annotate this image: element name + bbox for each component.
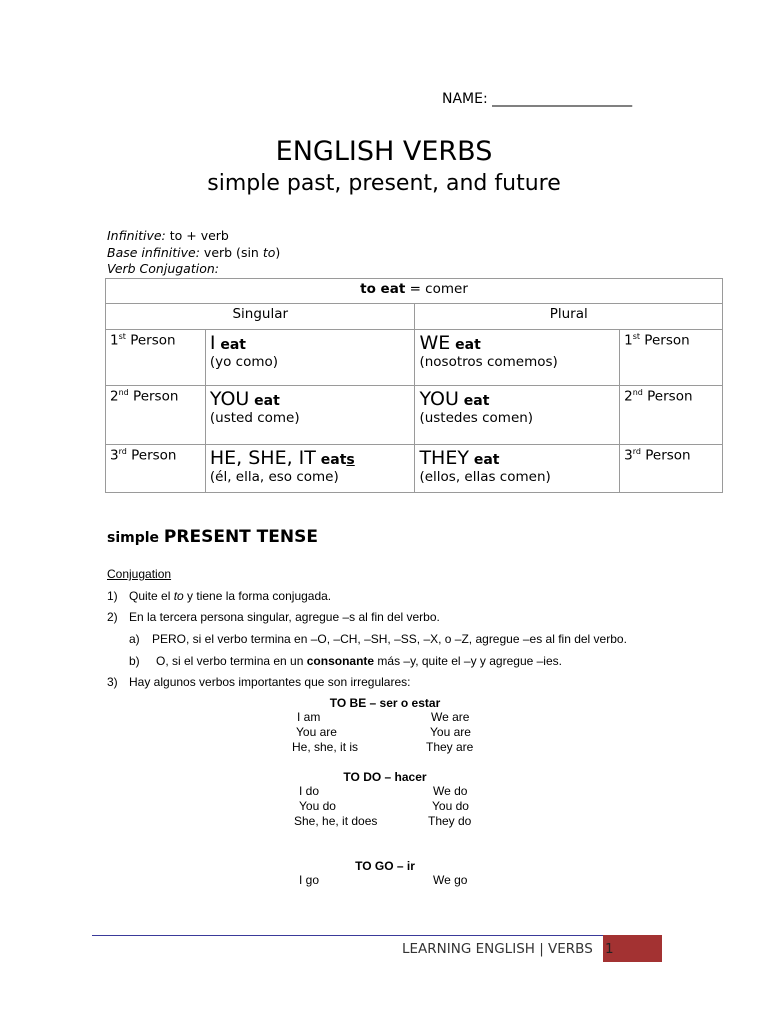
footer-text: LEARNING ENGLISH | VERBS <box>402 941 593 957</box>
definitions <box>107 228 280 278</box>
translation: (él, ella, eso come) <box>209 469 339 485</box>
person-cell: 3rd Person <box>620 445 723 493</box>
verb-form: eat <box>458 393 490 409</box>
base-infinitive-label: Base infinitive: <box>107 244 200 260</box>
table-verb: to eat <box>360 281 406 297</box>
irregular-verb-to-do: TO DO – hacer I do We do You do You do She, he, it does They do <box>290 770 480 829</box>
conjugation-heading: Conjugation <box>107 567 172 581</box>
table-row <box>106 330 723 386</box>
irregular-verb-to-be: TO BE – ser o estar I am We are You are You are He, she, it is They are <box>290 696 480 755</box>
verb-group-title: TO BE – ser o estar <box>329 696 441 710</box>
pronoun: THEY <box>419 447 469 469</box>
verb-suffix: s <box>346 452 355 468</box>
pronoun: HE, SHE, IT <box>209 447 316 469</box>
section-heading <box>107 527 318 547</box>
conjugation-label: Verb Conjugation: <box>107 261 219 276</box>
base-value-pre: verb (sin <box>199 244 263 260</box>
pronoun: YOU <box>209 388 250 410</box>
plural-header: Plural <box>415 304 723 330</box>
conjugation-table <box>105 278 723 493</box>
translation: (nosotros comemos) <box>419 354 558 370</box>
translation: (ellos, ellas comen) <box>419 469 551 485</box>
verb-form: eat <box>468 452 500 468</box>
singular-cell <box>205 330 415 386</box>
list-item: b) O, si el verbo termina en un consonante más –y, quite el –y y agregue –ies. <box>129 654 562 668</box>
plural-cell <box>415 445 620 493</box>
irregular-verb-to-go: TO GO – ir I go We go <box>290 859 480 888</box>
list-item: 3) Hay algunos verbos importantes que son irregulares: <box>107 675 411 689</box>
singular-cell <box>205 445 415 493</box>
pronoun: YOU <box>419 388 459 410</box>
pronoun: I <box>209 332 216 354</box>
infinitive-label: Infinitive: <box>107 228 166 243</box>
list-item: a) PERO, si el verbo termina en –O, –CH, –SH, –SS, –X, o –Z, agregue –es al fin del verbo. <box>129 632 627 646</box>
base-value-post: ) <box>275 244 281 260</box>
singular-cell <box>205 386 415 445</box>
footer-rule <box>92 935 603 936</box>
infinitive-definition <box>107 228 280 245</box>
translation: (yo como) <box>209 354 279 370</box>
verb-form: eat <box>249 393 280 409</box>
verb-group-title: TO DO – hacer <box>343 770 427 784</box>
base-value-em: to <box>262 244 276 260</box>
page-number: 1 <box>605 941 614 957</box>
verb-group-title: TO GO – ir <box>355 859 415 873</box>
plural-cell <box>415 330 620 386</box>
infinitive-value: to + verb <box>165 228 229 243</box>
person-cell: 2nd Person <box>620 386 723 445</box>
person-cell: 3rd Person <box>106 445 206 493</box>
table-row <box>106 386 723 445</box>
list-item: 1) Quite el to y tiene la forma conjugada. <box>107 589 332 603</box>
verb-form: eat <box>450 337 481 353</box>
section-heading-pre: simple <box>107 530 164 546</box>
verb-form: eat <box>215 337 246 353</box>
base-infinitive-definition <box>107 245 280 262</box>
translation: (usted come) <box>209 410 300 426</box>
person-cell: 1st Person <box>620 330 723 386</box>
verb-conjugation-label <box>107 261 280 278</box>
pronoun: WE <box>419 332 451 354</box>
page-title: ENGLISH VERBS <box>275 136 493 167</box>
table-header-verb <box>106 279 723 304</box>
person-cell: 1st Person <box>106 330 206 386</box>
table-translation: = comer <box>405 281 468 297</box>
person-cell: 2nd Person <box>106 386 206 445</box>
verb-form: eat <box>315 452 347 468</box>
name-field-label: NAME: ____________________ <box>442 91 633 107</box>
list-item: 2) En la tercera persona singular, agregue –s al fin del verbo. <box>107 610 440 624</box>
plural-cell <box>415 386 620 445</box>
singular-header: Singular <box>106 304 415 330</box>
table-row <box>106 445 723 493</box>
page-subtitle: simple past, present, and future <box>207 171 561 196</box>
translation: (ustedes comen) <box>419 410 534 426</box>
section-heading-title: PRESENT TENSE <box>163 527 318 547</box>
